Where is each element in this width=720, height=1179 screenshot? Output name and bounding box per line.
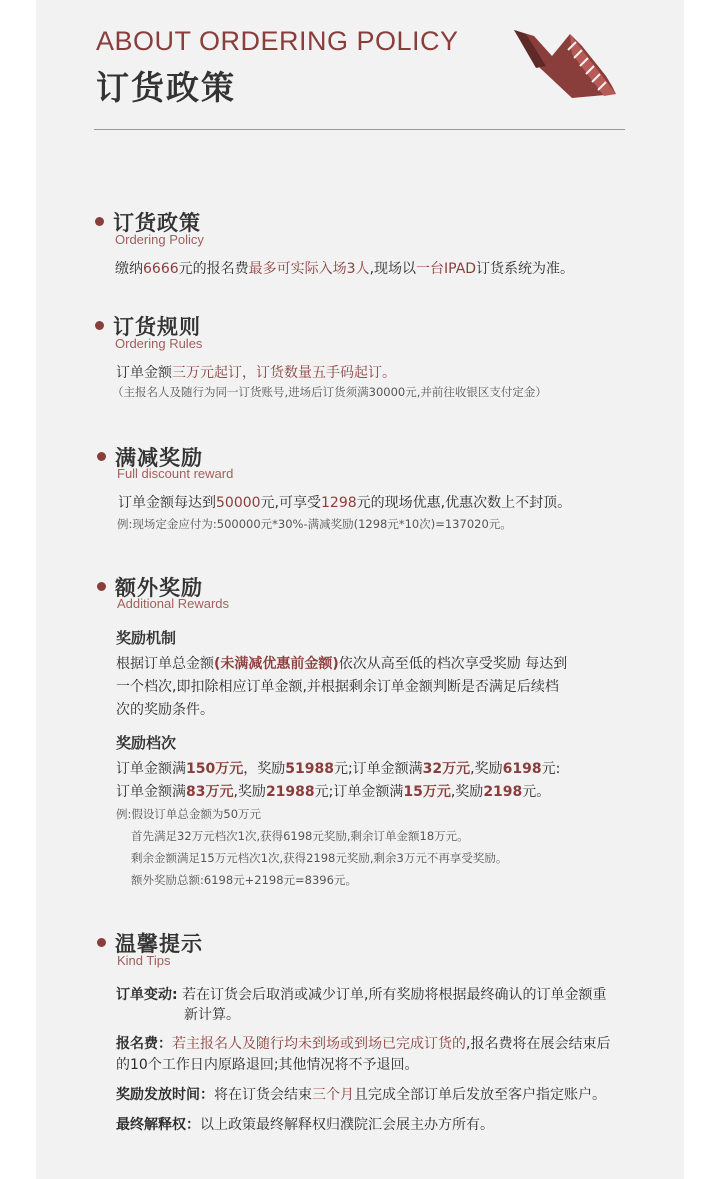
rules-note: （主报名人及随行为同一订货账号,进场后订货须满30000元,并前往收银区支付定金） xyxy=(112,385,547,399)
tip-final-right: 最终解释权：以上政策最终解释权归濮院汇会展主办方所有。 xyxy=(116,1117,494,1133)
section-title-zh: 订货规则 xyxy=(113,315,201,339)
tip-order-change: 订单变动: 若在订货会后取消或减少订单,所有奖励将根据最终确认的订单金额重 xyxy=(116,987,607,1003)
tier-line: 订单金额满83万元,奖励21988元;订单金额满15万元,奖励2198元。 xyxy=(116,784,551,800)
section-title-en: Full discount reward xyxy=(117,466,234,481)
stair-logo-icon xyxy=(512,26,624,102)
header-title-en: ABOUT ORDERING POLICY xyxy=(96,26,459,56)
section-title-zh: 温馨提示 xyxy=(115,932,203,956)
mechanism-line: 次的奖励条件。 xyxy=(116,702,214,718)
tier-example: 剩余金额满足15万元档次1次,获得2198元奖励,剩余3万元不再享受奖励。 xyxy=(131,851,508,865)
discount-line: 订单金额每达到50000元,可享受1298元的现场优惠,优惠次数上不封顶。 xyxy=(118,495,572,511)
header-divider xyxy=(94,129,625,130)
policy-line: 缴纳6666元的报名费最多可实际入场3人,现场以一台IPAD订货系统为准。 xyxy=(115,261,575,277)
section-title-en: Additional Rewards xyxy=(117,596,230,611)
tip-reward-time: 奖励发放时间：将在订货会结束三个月且完成全部订单后发放至客户指定账户。 xyxy=(116,1087,606,1103)
reward-mechanism-heading: 奖励机制 xyxy=(116,629,177,647)
tier-line: 订单金额满150万元，奖励51988元;订单金额满32万元,奖励6198元: xyxy=(116,761,561,777)
tier-example: 额外奖励总额:6198元+2198元=8396元。 xyxy=(131,873,357,887)
discount-example: 例:现场定金应付为:500000元*30%-满减奖励(1298元*10次)=137020元。 xyxy=(117,517,512,531)
tier-example: 首先满足32万元档次1次,获得6198元奖励,剩余订单金额18万元。 xyxy=(131,829,469,843)
section-title-zh: 额外奖励 xyxy=(115,576,203,600)
section-bullet xyxy=(97,938,106,947)
tip-order-change-cont: 新计算。 xyxy=(184,1007,240,1023)
mechanism-line: 一个档次,即扣除相应订单金额,并根据剩余订单金额判断是否满足后续档 xyxy=(116,679,559,695)
section-title-en: Ordering Rules xyxy=(115,336,203,351)
section-bullet xyxy=(97,582,106,591)
section-bullet xyxy=(95,217,104,226)
section-title-en: Ordering Policy xyxy=(115,232,204,247)
header-title-zh: 订货政策 xyxy=(96,68,236,107)
rules-line: 订单金额三万元起订，订货数量五手码起订。 xyxy=(116,365,396,381)
section-title-zh: 订货政策 xyxy=(113,211,201,235)
section-title-zh: 满减奖励 xyxy=(115,446,203,470)
mechanism-line: 根据订单总金额(未满减优惠前金额)依次从高至低的档次享受奖励 每达到 xyxy=(116,656,568,672)
tip-registration-fee: 报名费：若主报名人及随行均未到场或到场已完成订货的,报名费将在展会结束后 xyxy=(116,1036,611,1052)
tip-registration-fee-cont: 的10个工作日内原路退回;其他情况将不予退回。 xyxy=(116,1057,419,1073)
section-bullet xyxy=(97,452,106,461)
reward-tiers-heading: 奖励档次 xyxy=(116,734,177,752)
tier-example: 例:假设订单总金额为50万元 xyxy=(116,807,262,821)
policy-panel xyxy=(36,0,684,1179)
section-bullet xyxy=(95,321,104,330)
section-title-en: Kind Tips xyxy=(117,953,171,968)
